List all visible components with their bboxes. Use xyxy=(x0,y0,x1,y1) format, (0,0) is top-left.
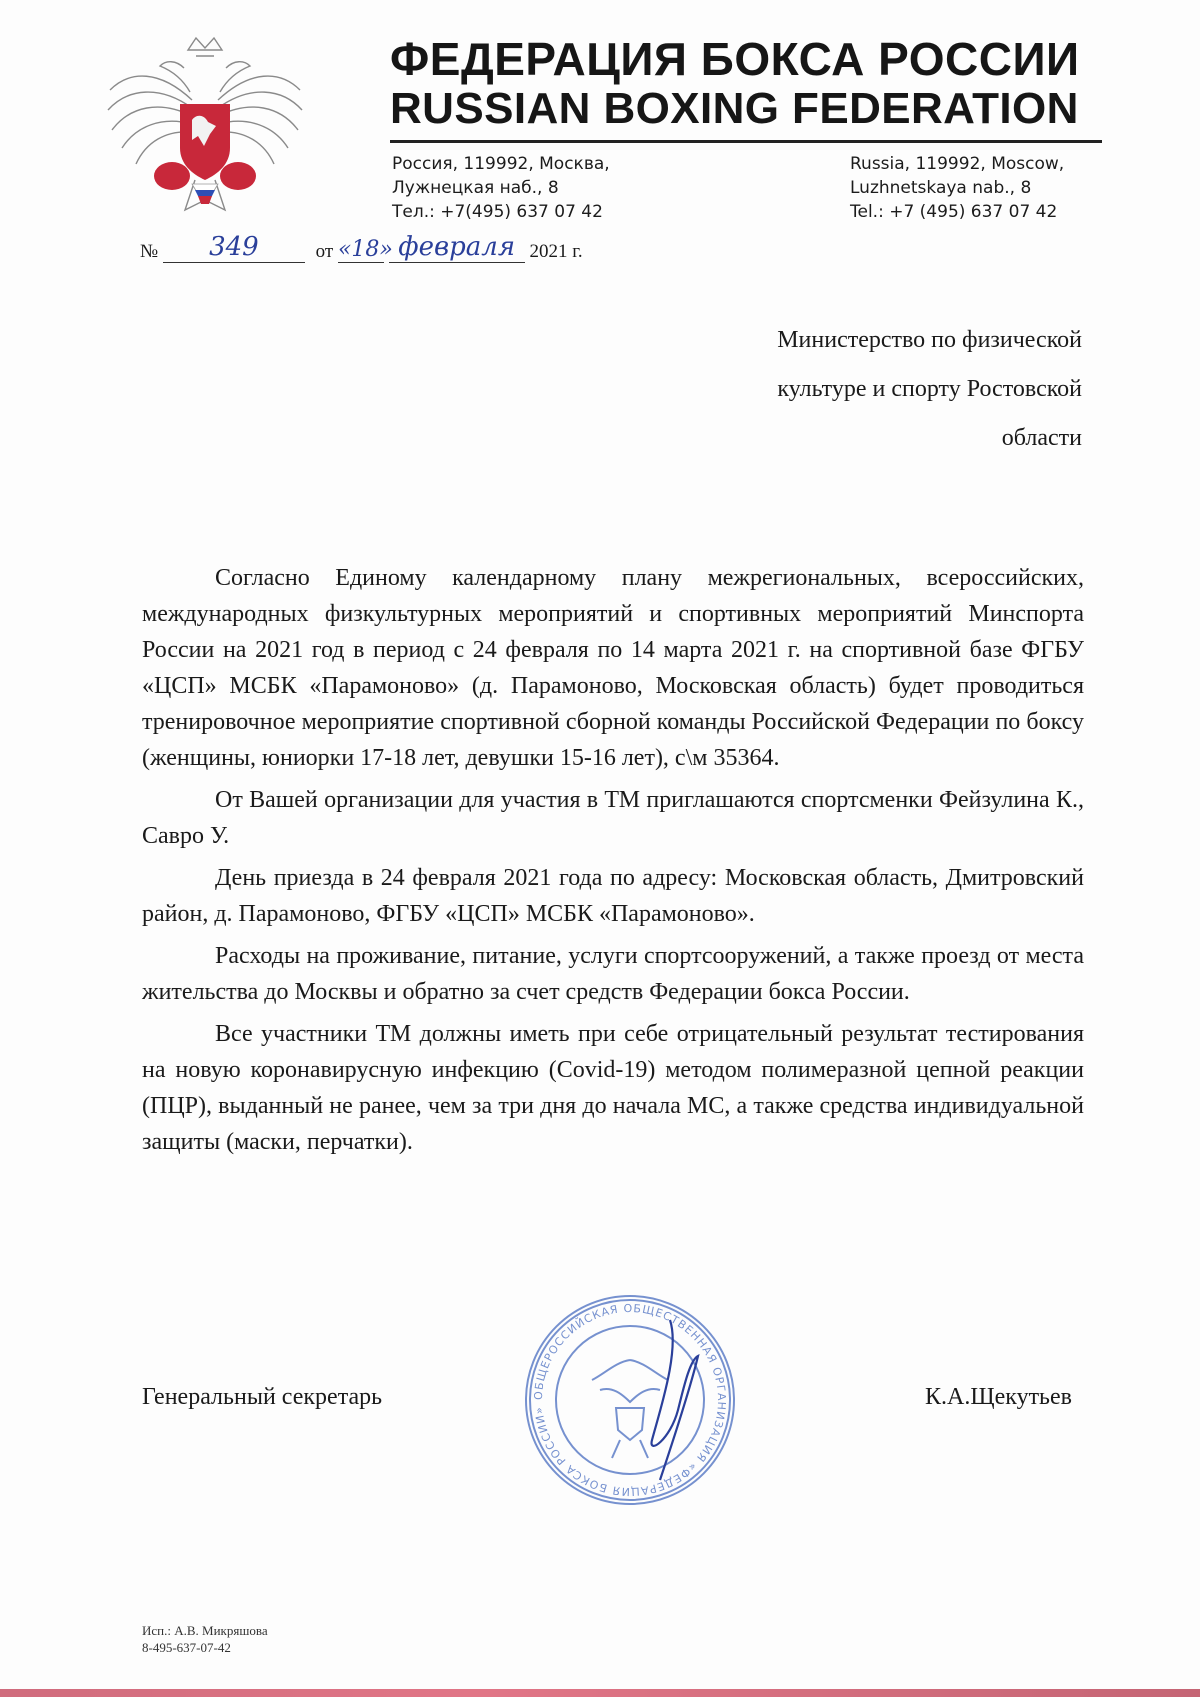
day-field xyxy=(337,237,393,263)
handwritten-month: февраля xyxy=(398,232,516,262)
month-field xyxy=(389,232,525,263)
body-paragraph: Согласно Единому календарному плану межрегиональных, всероссийских, международных физкультурных мероприятий и спортивных мероприятий Минспорта России на 2021 год в период с 24 февраля по 14 марта 2021 г. на спортивной базе ФГБУ «ЦСП» МСБК «Парамоново» (д. Парамоново, Московская область) будет проводиться тренировочное мероприятие спортивной сборной команды Российской Федерации по боксу (женщины, юниорки 17-18 лет, девушки 15-16 лет), с\м 35364. xyxy=(142,565,1084,771)
letterhead-divider xyxy=(390,140,1102,143)
registration-line xyxy=(140,232,583,263)
signatory-name: К.А.Щекутьев xyxy=(925,1384,1072,1410)
number-field xyxy=(163,232,305,263)
address-en-line: Luzhnetskaya nab., 8 xyxy=(850,178,1032,198)
address-en-line: Tel.: +7 (495) 637 07 42 xyxy=(850,202,1058,222)
body-paragraph: Расходы на проживание, питание, услуги спортсооружений, а также проезд от места жительства до Москвы и обратно за счет средств Федерации бокса России. xyxy=(142,943,1084,1005)
address-en-line: Russia, 119992, Moscow, xyxy=(850,154,1065,174)
address-ru-line: Тел.: +7(495) 637 07 42 xyxy=(392,202,603,222)
address-en xyxy=(850,152,1064,224)
signature-scrawl xyxy=(652,1320,698,1480)
addressee-line: культуре и спорту Ростовской xyxy=(777,376,1082,402)
executor-phone: 8-495-637-07-42 xyxy=(142,1640,231,1655)
date-prefix: от xyxy=(315,241,334,262)
double-headed-eagle-emblem xyxy=(100,30,310,220)
address-ru-line: Россия, 119992, Москва, xyxy=(392,154,610,174)
body-paragraph: День приезда в 24 февраля 2021 года по адресу: Московская область, Дмитровский район, д. Парамоново, ФГБУ «ЦСП» МСБК «Парамоново». xyxy=(142,865,1084,927)
address-ru-line: Лужнецкая наб., 8 xyxy=(392,178,559,198)
handwritten-number: 349 xyxy=(209,232,259,262)
addressee-line: Министерство по физической xyxy=(777,327,1082,353)
body-paragraph: От Вашей организации для участия в ТМ приглашаются спортсменки Фейзулина К., Савро У. xyxy=(142,787,1084,849)
stamp-text: ОБЩЕРОССИЙСКАЯ ОБЩЕСТВЕННАЯ ОРГАНИЗАЦИЯ «ФЕДЕРАЦИЯ БОКСА РОССИИ» xyxy=(531,1301,729,1499)
signatory-role: Генеральный секретарь xyxy=(142,1384,383,1410)
addressee-block xyxy=(777,316,1082,463)
bottom-color-strip xyxy=(0,1689,1200,1697)
addressee-line: области xyxy=(1001,425,1082,451)
body-paragraph: Все участники ТМ должны иметь при себе отрицательный результат тестирования на новую коронавирусную инфекцию (Covid-19) методом полимеразной цепной реакции (ПЦР), выданный не ранее, чем за три дня до начала МС, а также средства индивидуальной защиты (маски, перчатки). xyxy=(142,1021,1084,1155)
organization-name-ru: ФЕДЕРАЦИЯ БОКСА РОССИИ xyxy=(390,33,1080,85)
address-ru xyxy=(392,152,610,224)
number-label: № xyxy=(140,241,159,262)
letter-body xyxy=(142,560,1084,1160)
executor-name: Исп.: А.В. Микряшова xyxy=(142,1623,268,1638)
executor-info xyxy=(142,1622,268,1656)
organization-name-en: RUSSIAN BOXING FEDERATION xyxy=(390,84,1079,133)
organization-stamp xyxy=(520,1290,740,1510)
handwritten-day: «18» xyxy=(337,237,393,262)
year-suffix: 2021 г. xyxy=(529,241,583,262)
